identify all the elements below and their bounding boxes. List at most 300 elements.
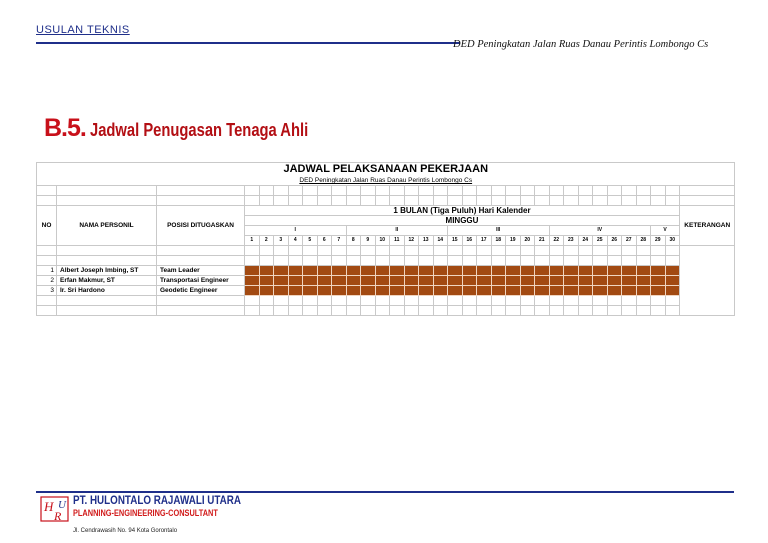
empty-cell [404, 256, 419, 266]
row-nama: Albert Joseph Imbing, ST [57, 266, 157, 276]
empty-cell [274, 256, 289, 266]
empty-cell [259, 186, 274, 196]
spacer-row [37, 306, 735, 316]
empty-cell [288, 296, 303, 306]
empty-cell [390, 246, 405, 256]
schedule-bar-cell [390, 276, 405, 286]
day-number: 26 [607, 236, 622, 246]
empty-cell [245, 196, 260, 206]
empty-cell [433, 306, 448, 316]
empty-cell [651, 186, 666, 196]
title-row [37, 163, 735, 177]
empty-cell [593, 246, 608, 256]
empty-cell [462, 186, 477, 196]
empty-cell [549, 186, 564, 196]
schedule-bar-cell [448, 266, 463, 276]
schedule-bar-cell [419, 286, 434, 296]
schedule-bar-cell [346, 286, 361, 296]
empty-cell [245, 186, 260, 196]
empty-cell [607, 256, 622, 266]
empty-cell [665, 196, 680, 206]
empty-cell [520, 196, 535, 206]
empty-cell [288, 186, 303, 196]
empty-cell [346, 186, 361, 196]
empty-cell [375, 296, 390, 306]
empty-cell [332, 296, 347, 306]
schedule-bar-cell [259, 276, 274, 286]
empty-cell [303, 256, 318, 266]
schedule-bar-cell [375, 266, 390, 276]
empty-cell [375, 256, 390, 266]
empty-cell [361, 246, 376, 256]
subtitle-row [37, 176, 735, 186]
empty-cell [535, 296, 550, 306]
empty-cell [535, 196, 550, 206]
empty-cell [419, 306, 434, 316]
schedule-bar-cell [506, 266, 521, 276]
company-tagline: PLANNING-ENGINEERING-CONSULTANT [73, 508, 218, 518]
empty-cell [636, 306, 651, 316]
row-no: 3 [37, 286, 57, 296]
row-posisi: Team Leader [157, 266, 245, 276]
empty-cell [636, 196, 651, 206]
empty-cell [57, 246, 157, 256]
schedule-bar-cell [404, 276, 419, 286]
schedule-bar-cell [361, 276, 376, 286]
empty-cell [593, 186, 608, 196]
empty-cell [317, 296, 332, 306]
week-label: V [651, 226, 680, 236]
schedule-bar-cell [462, 276, 477, 286]
empty-cell [448, 256, 463, 266]
empty-cell [317, 306, 332, 316]
schedule-bar-cell [636, 286, 651, 296]
day-number: 2 [259, 236, 274, 246]
empty-cell [37, 196, 57, 206]
week-label: III [448, 226, 550, 236]
empty-cell [303, 196, 318, 206]
empty-cell [593, 256, 608, 266]
empty-cell [245, 306, 260, 316]
empty-cell [404, 186, 419, 196]
empty-cell [433, 186, 448, 196]
day-number: 7 [332, 236, 347, 246]
week-label: II [346, 226, 448, 236]
empty-cell [448, 296, 463, 306]
empty-cell [680, 196, 735, 206]
empty-cell [549, 256, 564, 266]
day-number: 20 [520, 236, 535, 246]
header-posisi: POSISI DITUGASKAN [157, 206, 245, 246]
empty-cell [477, 196, 492, 206]
day-number: 10 [375, 236, 390, 246]
empty-cell [433, 256, 448, 266]
empty-cell [491, 186, 506, 196]
schedule-bar-cell [477, 286, 492, 296]
empty-cell [361, 306, 376, 316]
empty-cell [419, 186, 434, 196]
schedule-bar-cell [245, 266, 260, 276]
schedule-bar-cell [245, 286, 260, 296]
day-number: 29 [651, 236, 666, 246]
empty-cell [303, 246, 318, 256]
schedule-bar-cell [607, 266, 622, 276]
day-number: 9 [361, 236, 376, 246]
schedule-bar-cell [506, 276, 521, 286]
section-number: B.5. [44, 114, 86, 142]
row-posisi: Transportasi Engineer [157, 276, 245, 286]
schedule-bar-cell [332, 266, 347, 276]
empty-cell [390, 196, 405, 206]
schedule-bar-cell [593, 286, 608, 296]
empty-cell [157, 296, 245, 306]
empty-cell [332, 306, 347, 316]
empty-cell [520, 246, 535, 256]
empty-cell [622, 296, 637, 306]
empty-cell [274, 196, 289, 206]
day-number: 6 [317, 236, 332, 246]
spacer-row [37, 256, 735, 266]
spacer-row [37, 196, 735, 206]
empty-cell [593, 296, 608, 306]
empty-cell [549, 306, 564, 316]
table-title: JADWAL PELAKSANAAN PEKERJAAN [37, 163, 735, 177]
empty-cell [404, 246, 419, 256]
empty-cell [651, 306, 666, 316]
header-left-label: USULAN TEKNIS [36, 24, 130, 36]
empty-cell [665, 186, 680, 196]
header-keterangan: KETERANGAN [680, 206, 735, 246]
empty-cell [520, 306, 535, 316]
day-number: 24 [578, 236, 593, 246]
schedule-bar-cell [520, 276, 535, 286]
empty-cell [157, 256, 245, 266]
empty-cell [317, 256, 332, 266]
empty-cell [593, 196, 608, 206]
schedule-bar-cell [274, 276, 289, 286]
empty-cell [506, 186, 521, 196]
day-number: 17 [477, 236, 492, 246]
empty-cell [390, 296, 405, 306]
empty-cell [491, 296, 506, 306]
schedule-bar-cell [375, 286, 390, 296]
empty-cell [607, 196, 622, 206]
empty-cell [288, 306, 303, 316]
empty-cell [346, 196, 361, 206]
schedule-bar-cell [317, 276, 332, 286]
empty-cell [607, 246, 622, 256]
empty-cell [375, 306, 390, 316]
empty-cell [332, 186, 347, 196]
row-no: 2 [37, 276, 57, 286]
schedule-bar-cell [375, 276, 390, 286]
empty-cell [622, 306, 637, 316]
empty-cell [491, 246, 506, 256]
empty-cell [448, 246, 463, 256]
section-heading [44, 114, 356, 143]
empty-cell [477, 256, 492, 266]
day-number: 28 [636, 236, 651, 246]
empty-cell [375, 186, 390, 196]
schedule-bar-cell [578, 266, 593, 276]
schedule-bar-cell [665, 286, 680, 296]
empty-cell [462, 246, 477, 256]
empty-cell [317, 246, 332, 256]
empty-cell [37, 256, 57, 266]
empty-cell [564, 196, 579, 206]
schedule-bar-cell [390, 286, 405, 296]
empty-cell [607, 296, 622, 306]
day-number: 23 [564, 236, 579, 246]
empty-cell [549, 246, 564, 256]
empty-cell [332, 256, 347, 266]
schedule-bar-cell [651, 286, 666, 296]
schedule-bar-cell [303, 276, 318, 286]
header-project-title: DED Peningkatan Jalan Ruas Danau Perintis Lombongo Cs [453, 39, 709, 50]
empty-cell [346, 296, 361, 306]
header-divider [36, 42, 460, 44]
empty-cell [375, 246, 390, 256]
empty-cell [520, 256, 535, 266]
empty-cell [506, 296, 521, 306]
schedule-bar-cell [622, 266, 637, 276]
empty-cell [636, 296, 651, 306]
empty-cell [535, 246, 550, 256]
empty-cell [259, 246, 274, 256]
empty-cell [462, 306, 477, 316]
empty-cell [157, 196, 245, 206]
day-number: 25 [593, 236, 608, 246]
schedule-bar-cell [477, 266, 492, 276]
empty-cell [346, 306, 361, 316]
empty-cell [651, 296, 666, 306]
schedule-bar-cell [593, 276, 608, 286]
empty-cell [491, 306, 506, 316]
schedule-bar-cell [332, 286, 347, 296]
empty-cell [491, 196, 506, 206]
schedule-bar-cell [535, 276, 550, 286]
empty-cell [390, 256, 405, 266]
schedule-bar-cell [549, 266, 564, 276]
empty-cell [274, 186, 289, 196]
schedule-bar-cell [288, 286, 303, 296]
schedule-bar-cell [361, 266, 376, 276]
empty-cell [288, 246, 303, 256]
empty-cell [593, 306, 608, 316]
empty-cell [622, 256, 637, 266]
empty-cell [37, 306, 57, 316]
schedule-bar-cell [462, 266, 477, 276]
week-label: IV [549, 226, 651, 236]
empty-cell [535, 256, 550, 266]
schedule-bar-cell [651, 266, 666, 276]
schedule-bar-cell [549, 276, 564, 286]
day-number: 16 [462, 236, 477, 246]
empty-cell [37, 186, 57, 196]
empty-cell [317, 196, 332, 206]
day-number: 15 [448, 236, 463, 246]
day-number: 27 [622, 236, 637, 246]
schedule-bar-cell [303, 266, 318, 276]
empty-cell [448, 196, 463, 206]
empty-cell [419, 246, 434, 256]
empty-cell [303, 296, 318, 306]
empty-cell [259, 296, 274, 306]
empty-cell [57, 256, 157, 266]
empty-cell [433, 196, 448, 206]
empty-cell [462, 256, 477, 266]
empty-cell [549, 296, 564, 306]
empty-cell [274, 306, 289, 316]
schedule-bar-cell [491, 266, 506, 276]
schedule-bar-cell [259, 266, 274, 276]
svg-text:H: H [44, 499, 54, 514]
schedule-bar-cell [462, 286, 477, 296]
empty-cell [607, 306, 622, 316]
schedule-bar-cell [448, 276, 463, 286]
day-number: 22 [549, 236, 564, 246]
empty-cell [288, 196, 303, 206]
week-label: I [245, 226, 347, 236]
empty-cell [404, 306, 419, 316]
header-row [37, 206, 735, 216]
day-number: 5 [303, 236, 318, 246]
day-number: 13 [419, 236, 434, 246]
schedule-bar-cell [549, 286, 564, 296]
schedule-bar-cell [477, 276, 492, 286]
table-subtitle-cell [37, 176, 735, 186]
schedule-bar-cell [346, 276, 361, 286]
empty-cell [375, 196, 390, 206]
empty-cell [288, 256, 303, 266]
empty-cell [477, 186, 492, 196]
schedule-bar-cell [607, 276, 622, 286]
empty-cell [361, 186, 376, 196]
personnel-row [37, 276, 735, 286]
schedule-bar-cell [520, 266, 535, 276]
empty-cell [564, 256, 579, 266]
empty-cell [665, 306, 680, 316]
header-minggu: MINGGU [245, 216, 680, 226]
schedule-bar-cell [303, 286, 318, 296]
empty-cell [651, 256, 666, 266]
empty-cell [564, 186, 579, 196]
empty-cell [578, 256, 593, 266]
empty-cell [259, 256, 274, 266]
schedule-bar-cell [622, 286, 637, 296]
day-number: 30 [665, 236, 680, 246]
empty-cell [535, 306, 550, 316]
spacer-row [37, 296, 735, 306]
empty-cell [157, 246, 245, 256]
empty-cell [259, 306, 274, 316]
empty-cell [477, 296, 492, 306]
empty-cell [433, 296, 448, 306]
personnel-row [37, 286, 735, 296]
empty-cell [665, 296, 680, 306]
schedule-bar-cell [578, 276, 593, 286]
schedule-bar-cell [578, 286, 593, 296]
empty-cell [665, 256, 680, 266]
empty-cell [361, 296, 376, 306]
empty-cell [332, 246, 347, 256]
day-number: 1 [245, 236, 260, 246]
schedule-bar-cell [622, 276, 637, 286]
empty-cell [607, 186, 622, 196]
empty-cell [506, 256, 521, 266]
schedule-bar-cell [564, 266, 579, 276]
empty-cell [564, 296, 579, 306]
empty-cell [245, 296, 260, 306]
schedule-bar-cell [433, 276, 448, 286]
empty-cell [361, 256, 376, 266]
empty-cell [419, 296, 434, 306]
empty-cell [404, 196, 419, 206]
empty-cell [157, 186, 245, 196]
schedule-bar-cell [419, 276, 434, 286]
empty-cell [462, 296, 477, 306]
empty-cell [506, 306, 521, 316]
empty-cell [57, 306, 157, 316]
schedule-bar-cell [636, 266, 651, 276]
day-number: 19 [506, 236, 521, 246]
schedule-bar-cell [404, 266, 419, 276]
empty-cell [259, 196, 274, 206]
empty-cell [622, 196, 637, 206]
empty-cell [462, 196, 477, 206]
row-posisi: Geodetic Engineer [157, 286, 245, 296]
empty-cell [448, 306, 463, 316]
empty-cell [317, 186, 332, 196]
schedule-bar-cell [491, 286, 506, 296]
day-number: 18 [491, 236, 506, 246]
personnel-row [37, 266, 735, 276]
header-bulan: 1 BULAN (Tiga Puluh) Hari Kalender [245, 206, 680, 216]
empty-cell [245, 246, 260, 256]
header-no: NO [37, 206, 57, 246]
empty-cell [361, 196, 376, 206]
empty-cell [390, 306, 405, 316]
schedule-bar-cell [245, 276, 260, 286]
empty-cell [636, 256, 651, 266]
row-no: 1 [37, 266, 57, 276]
schedule-bar-cell [332, 276, 347, 286]
schedule-bar-cell [259, 286, 274, 296]
empty-cell [578, 296, 593, 306]
empty-cell [332, 196, 347, 206]
empty-cell [419, 196, 434, 206]
schedule-bar-cell [433, 286, 448, 296]
schedule-bar-cell [317, 266, 332, 276]
schedule-bar-cell [636, 276, 651, 286]
empty-cell [346, 246, 361, 256]
empty-cell [37, 246, 57, 256]
schedule-bar-cell [419, 266, 434, 276]
empty-cell [433, 246, 448, 256]
row-nama: Ir. Sri Hardono [57, 286, 157, 296]
empty-cell [636, 186, 651, 196]
empty-cell [57, 186, 157, 196]
empty-cell [274, 246, 289, 256]
schedule-bar-cell [535, 286, 550, 296]
company-address: Jl. Cendrawasih No. 94 Kota Gorontalo [73, 528, 178, 534]
schedule-bar-cell [404, 286, 419, 296]
empty-cell [578, 186, 593, 196]
day-number: 8 [346, 236, 361, 246]
header-nama: NAMA PERSONIL [57, 206, 157, 246]
schedule-bar-cell [288, 266, 303, 276]
schedule-bar-cell [506, 286, 521, 296]
